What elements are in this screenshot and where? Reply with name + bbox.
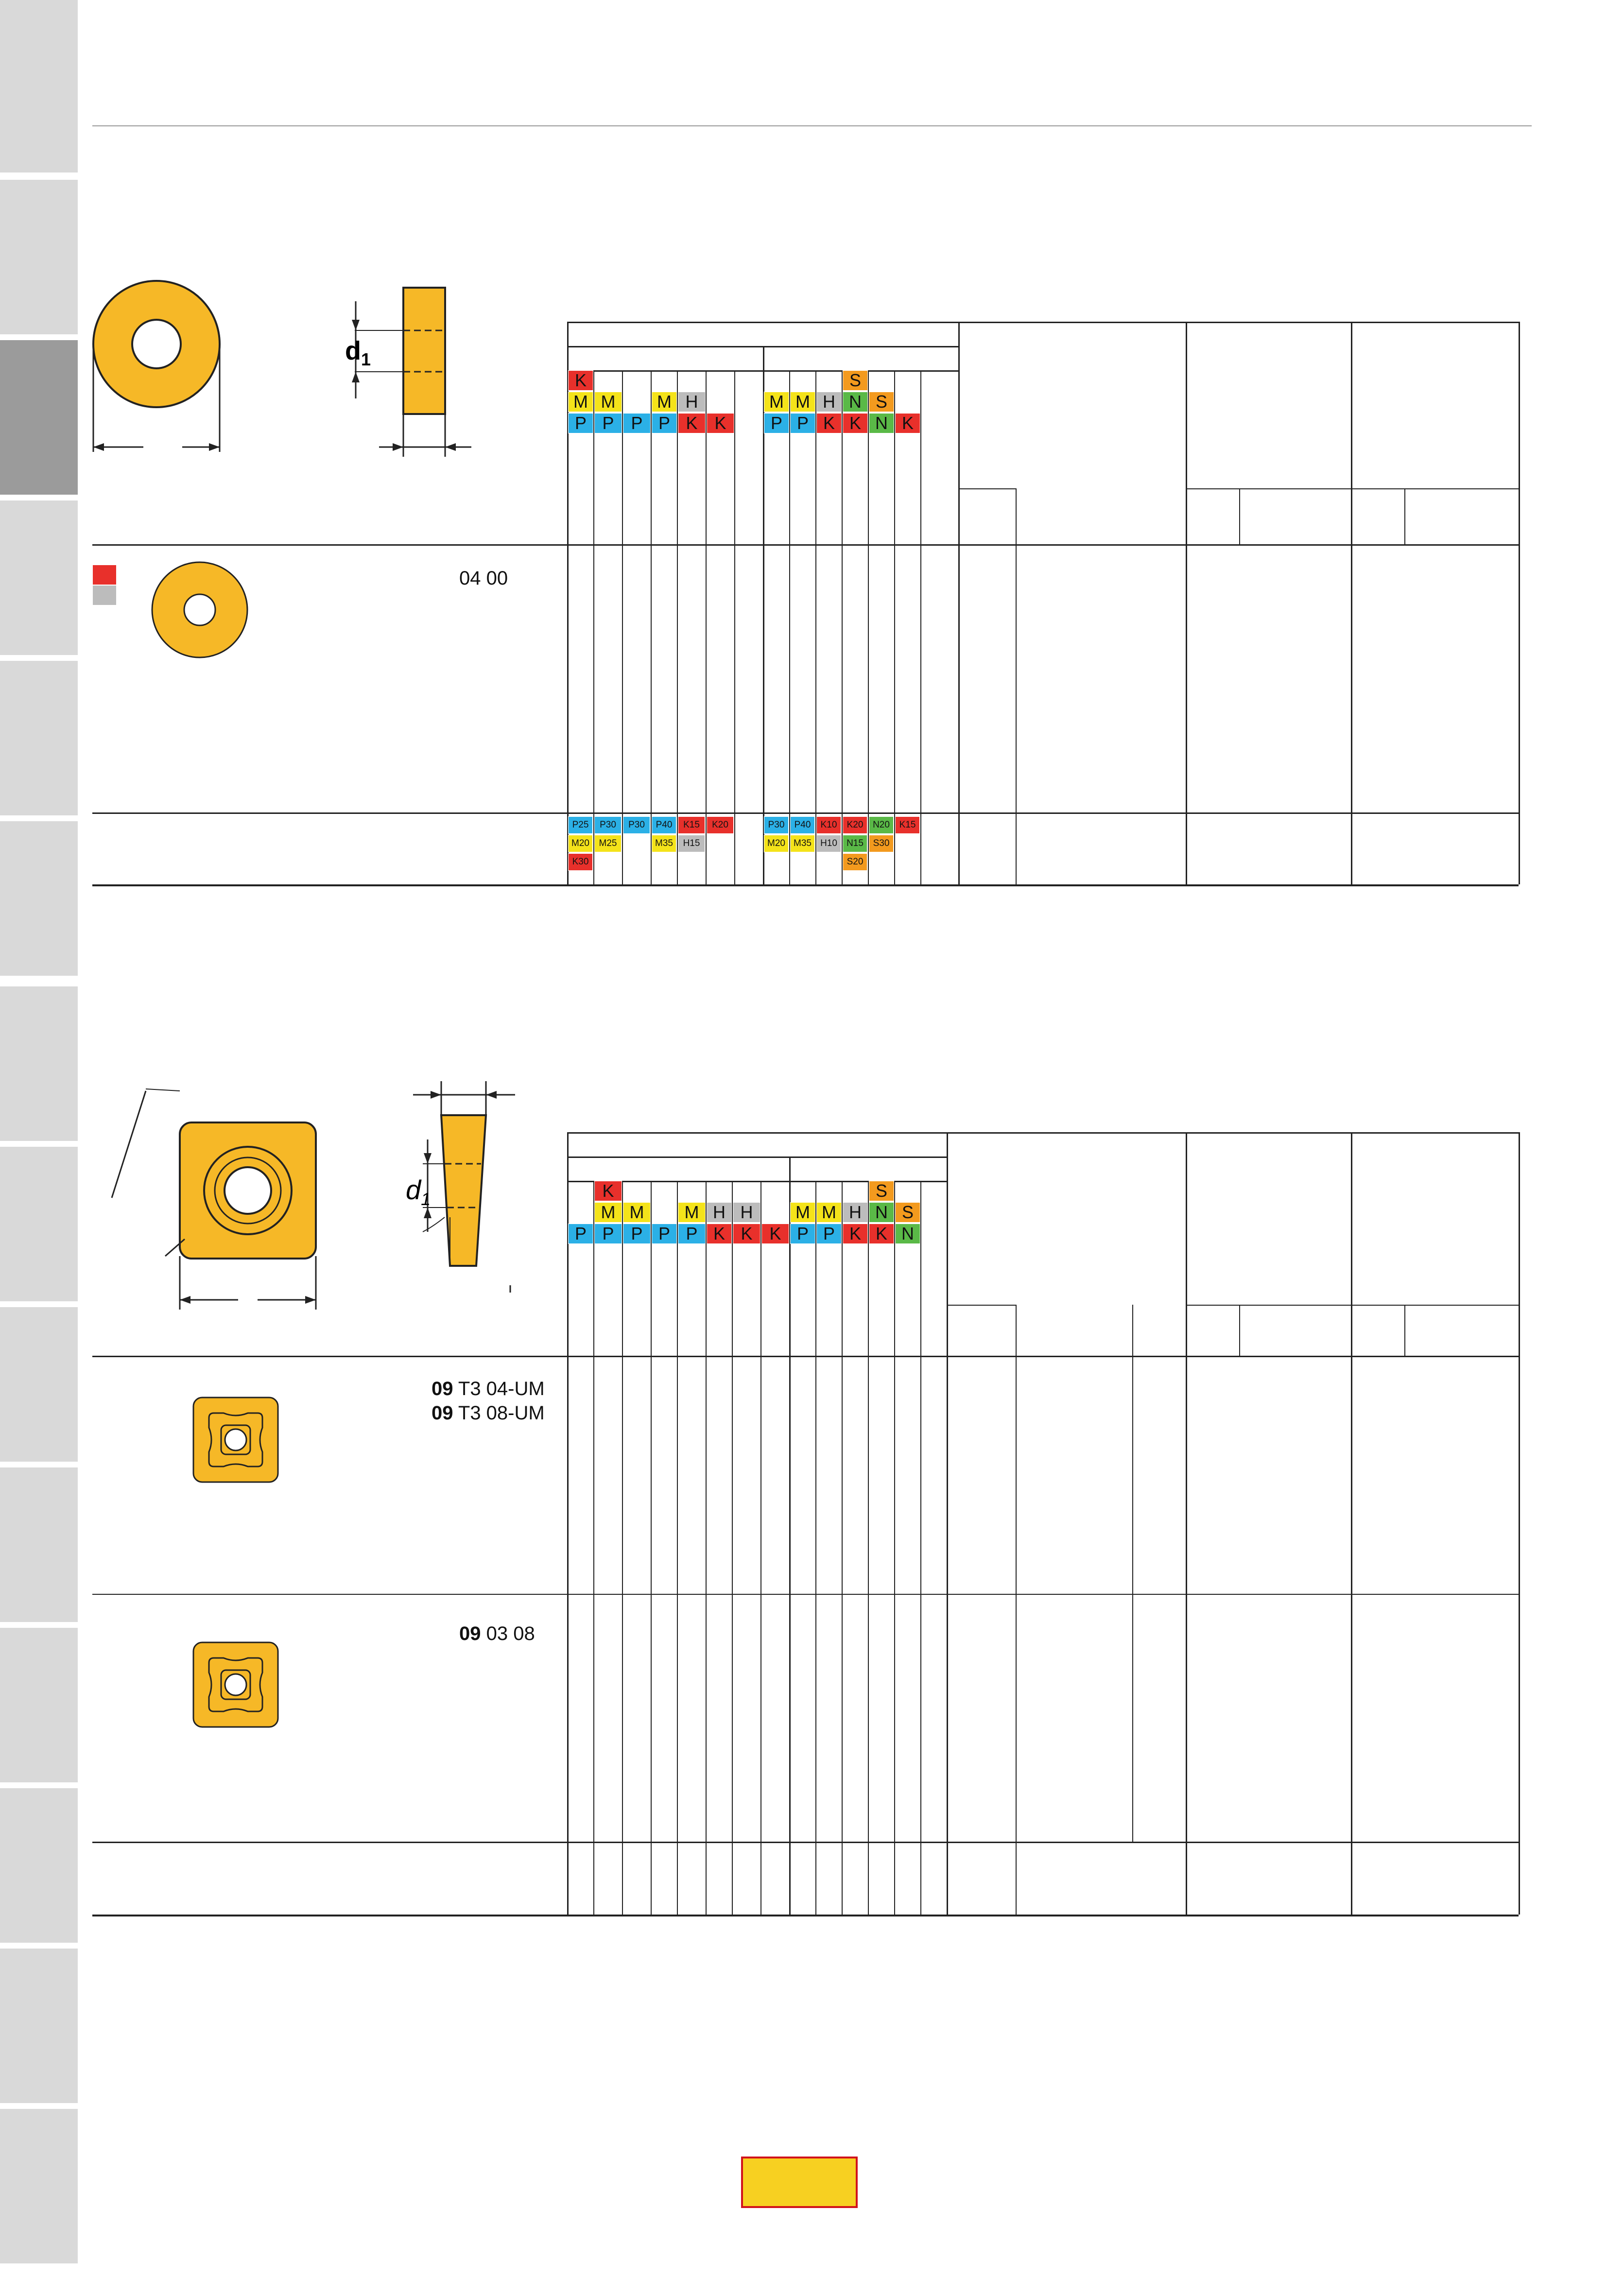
grade-col-rule [842, 370, 843, 884]
application-code: K15 [895, 816, 920, 834]
table-app-rule [92, 1842, 1519, 1843]
application-code: P40 [790, 816, 815, 834]
grade-col-rule [651, 1181, 652, 1915]
grade-col-rule [868, 370, 869, 884]
application-code: M20 [764, 835, 789, 852]
grade-col-rule [677, 1181, 678, 1915]
round-insert-drawing [92, 272, 481, 466]
application-code: K30 [568, 853, 593, 871]
grade-tag: K [707, 1224, 732, 1244]
application-code: P30 [623, 816, 650, 834]
grade-tag: P [623, 413, 651, 433]
grade-col-rule [920, 370, 921, 884]
feed-sub-rule [1186, 488, 1519, 489]
header-rule [92, 125, 1532, 126]
table-right-rule [1519, 1132, 1520, 1915]
grade-tag: K [678, 413, 706, 433]
grade-tag: M [652, 392, 677, 412]
table-header-rule [92, 1356, 1519, 1357]
grade-tag: P [764, 413, 789, 433]
grade-col-rule [920, 1181, 921, 1915]
sdmt-size: 09 03 08 [459, 1623, 535, 1644]
grade-tag: S [843, 370, 868, 391]
sandvik-logo [741, 2157, 858, 2208]
x [947, 1305, 1016, 1306]
tag-k [92, 565, 117, 585]
application-code: N15 [843, 835, 867, 852]
grade-tag: P [623, 1224, 651, 1244]
feed-start-rule [1186, 322, 1187, 884]
sidebar-tab-h[interactable] [0, 1147, 78, 1301]
grade-col-rule [842, 1181, 843, 1915]
grade-tag: P [652, 413, 677, 433]
grade-tag: P [568, 1224, 593, 1244]
grade-col-rule [677, 370, 678, 884]
grade-tag: K [733, 1224, 760, 1244]
grade-tag: K [568, 370, 593, 391]
table-bottom-rule [92, 884, 1519, 886]
grade-tag: P [568, 413, 593, 433]
grade-col-rule [815, 370, 816, 884]
grade-tag: M [790, 392, 815, 412]
application-code: P30 [764, 816, 789, 834]
grade-tag: H [707, 1202, 732, 1223]
sidebar-tab-c[interactable] [0, 340, 78, 495]
chip-start-rule [1351, 1132, 1352, 1915]
grade-col-rule [734, 370, 735, 884]
grade-tag: H [843, 1202, 868, 1223]
sidebar-tab-d[interactable] [0, 500, 78, 655]
table-top-rule [567, 1132, 1519, 1134]
grade-tag: M [764, 392, 789, 412]
grade-tag: M [816, 1202, 842, 1223]
feed-sub-rule [1186, 1305, 1519, 1306]
grades-end-rule [958, 322, 960, 884]
rnga-size: 04 00 [459, 568, 508, 589]
grade-tag: S [869, 1181, 894, 1201]
sidebar-tab-j[interactable] [0, 1467, 78, 1622]
size-col-rule [1016, 488, 1017, 884]
application-code: P40 [652, 816, 676, 834]
table-right-rule [1519, 322, 1520, 884]
size-col-rule [1016, 1305, 1017, 1915]
grade-col-rule [622, 370, 623, 884]
x [1016, 488, 1017, 490]
grade-tag: K [707, 413, 734, 433]
grade-tag: N [895, 1224, 920, 1244]
grade-col-rule [706, 370, 707, 884]
svg-text:d1: $d_1$ [406, 1174, 431, 1209]
grade-tag: N [843, 392, 868, 412]
grade-col-rule [706, 1181, 707, 1915]
sidebar-tab-m[interactable] [0, 1949, 78, 2103]
grade-col-rule [894, 370, 895, 884]
grade-tag: M [594, 1202, 622, 1223]
chip-sub-vrule [1404, 488, 1405, 544]
chip-sub-vrule [1404, 1305, 1405, 1356]
application-code: H10 [816, 835, 841, 852]
application-code: S20 [843, 853, 867, 871]
sidebar-tab-a[interactable] [0, 0, 78, 173]
sidebar-tab-n[interactable] [0, 2109, 78, 2263]
grade-tag: P [652, 1224, 677, 1244]
table-left-rule [567, 1132, 569, 1915]
r-col-rule [1132, 1305, 1133, 1842]
application-code: H15 [678, 835, 705, 852]
grade-col-rule [622, 1181, 623, 1915]
grades-end-rule [947, 1132, 948, 1915]
grade-col-rule [651, 370, 652, 884]
grade-tag: S [869, 392, 894, 412]
grade-col-rule [868, 1181, 869, 1915]
application-code: K15 [678, 816, 705, 834]
sidebar-tab-l[interactable] [0, 1788, 78, 1943]
grade-tag: K [594, 1181, 622, 1201]
grade-tag: M [678, 1202, 706, 1223]
chip-start-rule [1351, 322, 1352, 884]
grade-tag: P [816, 1224, 842, 1244]
grade-tag: K [761, 1224, 789, 1244]
grade-tag: K [895, 413, 920, 433]
grade-tag: M [594, 392, 622, 412]
grade-tag: M [568, 392, 593, 412]
grade-col-rule [815, 1181, 816, 1915]
application-code: P25 [568, 816, 593, 834]
feed-sub-vrule [1239, 1305, 1240, 1356]
coated-split-rule [789, 1156, 791, 1915]
sidebar-tab-f[interactable] [0, 821, 78, 976]
application-code: S30 [869, 835, 894, 852]
sidebar-tab-b[interactable] [0, 180, 78, 334]
grade-col-rule [593, 1181, 594, 1915]
application-code: K20 [843, 816, 867, 834]
grade-col-rule [789, 370, 790, 884]
sidebar-tab-k[interactable] [0, 1628, 78, 1782]
table-header-rule [92, 544, 1519, 546]
grade-col-rule [732, 1181, 733, 1915]
grades-title-rule [567, 1156, 947, 1158]
grade-tag: K [843, 413, 868, 433]
grade-tag: N [869, 1202, 894, 1223]
feed-sub-vrule [1239, 488, 1240, 544]
application-code: K10 [816, 816, 841, 834]
grade-tag: P [790, 413, 815, 433]
sidebar-tab-i[interactable] [0, 1307, 78, 1462]
sidebar-tab-g[interactable] [0, 986, 78, 1141]
item-divider [92, 1594, 1519, 1595]
grade-tag: P [594, 413, 622, 433]
application-code: M35 [652, 835, 676, 852]
grade-tag: H [816, 392, 842, 412]
rnga-image [149, 559, 251, 661]
grade-tag: H [678, 392, 706, 412]
sdmt-image [190, 1639, 282, 1731]
grade-tag: P [678, 1224, 706, 1244]
grade-tag: S [895, 1202, 920, 1223]
square-insert-drawing [92, 1071, 530, 1324]
grade-col-rule [593, 370, 594, 884]
grade-tag: M [623, 1202, 651, 1223]
grade-tag: P [790, 1224, 815, 1244]
x [1016, 1305, 1017, 1306]
grade-tag: K [843, 1224, 868, 1244]
tag-h [92, 585, 117, 605]
svg-text:d1: $d_1$ [345, 336, 371, 369]
sidebar-tab-e[interactable] [0, 661, 78, 815]
grade-col-rule [760, 1181, 761, 1915]
grade-tag: H [733, 1202, 760, 1223]
grade-tag: N [869, 413, 894, 433]
grade-tag: M [790, 1202, 815, 1223]
application-code: M25 [594, 835, 622, 852]
grade-tag: K [816, 413, 842, 433]
x [958, 488, 1016, 489]
grade-tag: P [594, 1224, 622, 1244]
table-app-rule [92, 812, 1519, 814]
feed-start-rule [1186, 1132, 1187, 1915]
scmt-size-1: 09 T3 04-UM [432, 1378, 545, 1399]
application-code: M35 [790, 835, 815, 852]
application-code: P30 [594, 816, 622, 834]
scmt-image [190, 1394, 282, 1486]
table-bottom-rule [92, 1915, 1519, 1916]
application-code: M20 [568, 835, 593, 852]
grade-tag: K [869, 1224, 894, 1244]
table-top-rule [567, 322, 1519, 323]
grade-col-rule [894, 1181, 895, 1915]
application-code: K20 [707, 816, 734, 834]
scmt-size-2: 09 T3 08-UM [432, 1402, 545, 1424]
application-code: N20 [869, 816, 894, 834]
